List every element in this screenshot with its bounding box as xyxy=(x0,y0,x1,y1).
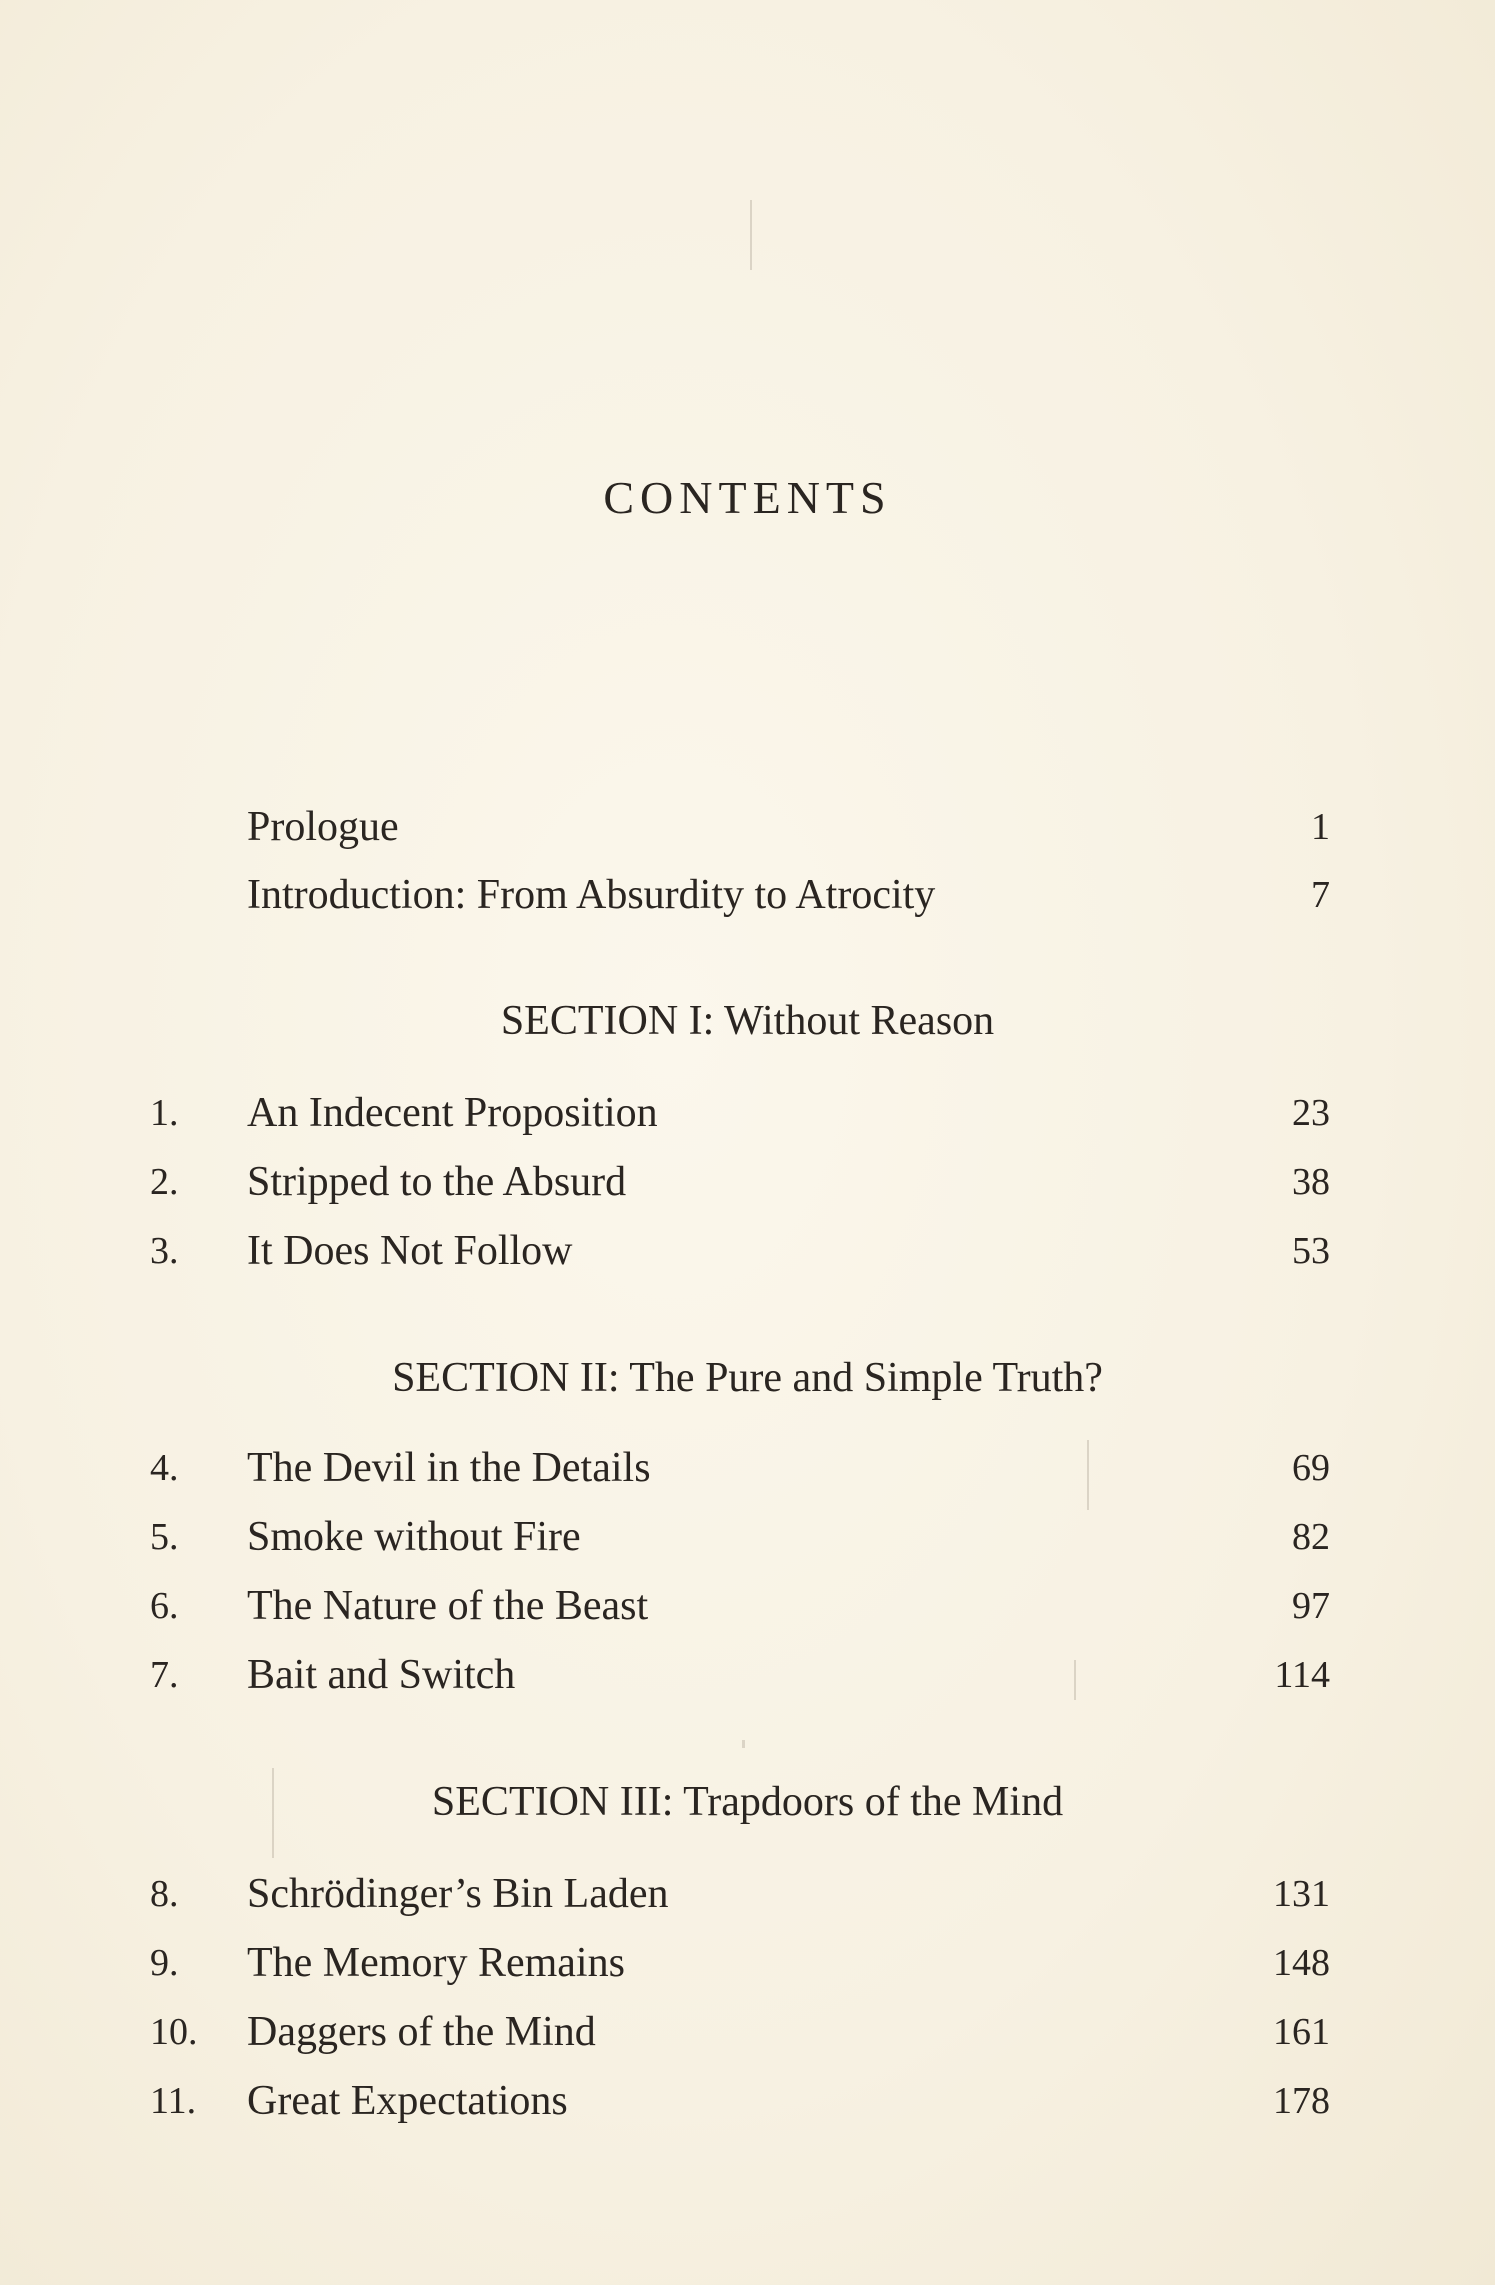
toc-chapter-10[interactable] xyxy=(150,2002,1330,2062)
chapter-title: The Memory Remains xyxy=(247,1940,625,1986)
toc-entry-prologue[interactable] xyxy=(150,797,1330,857)
chapter-page: 161 xyxy=(1273,2011,1330,2053)
chapter-page: 53 xyxy=(1292,1230,1330,1272)
chapter-number: 10. xyxy=(150,2011,198,2053)
chapter-page: 114 xyxy=(1274,1654,1330,1696)
chapter-number: 4. xyxy=(150,1447,179,1489)
toc-entry-introduction[interactable] xyxy=(150,865,1330,925)
toc-chapter-7[interactable] xyxy=(150,1645,1330,1705)
chapter-title: The Devil in the Details xyxy=(247,1445,651,1491)
section-heading-2: SECTION II: The Pure and Simple Truth? xyxy=(392,1355,1103,1401)
toc-chapter-6[interactable] xyxy=(150,1576,1330,1636)
section-heading-1: SECTION I: Without Reason xyxy=(500,998,995,1044)
chapter-page: 131 xyxy=(1273,1873,1330,1915)
chapter-number: 9. xyxy=(150,1942,179,1984)
toc-entry-page: 1 xyxy=(1311,806,1330,848)
chapter-title: Bait and Switch xyxy=(247,1652,516,1698)
contents-heading: CONTENTS xyxy=(603,472,892,523)
toc-chapter-9[interactable] xyxy=(150,1933,1330,1993)
toc-chapter-2[interactable] xyxy=(150,1152,1330,1212)
toc-chapter-8[interactable] xyxy=(150,1864,1330,1924)
chapter-page: 178 xyxy=(1273,2080,1330,2122)
toc-chapter-5[interactable] xyxy=(150,1507,1330,1567)
chapter-number: 1. xyxy=(150,1092,179,1134)
toc-chapter-4[interactable] xyxy=(150,1438,1330,1498)
chapter-number: 6. xyxy=(150,1585,179,1627)
chapter-page: 23 xyxy=(1292,1092,1330,1134)
chapter-page: 148 xyxy=(1273,1942,1330,1984)
toc-chapter-3[interactable] xyxy=(150,1221,1330,1281)
chapter-title: The Nature of the Beast xyxy=(247,1583,649,1629)
chapter-title: Schrödinger’s Bin Laden xyxy=(247,1871,669,1917)
chapter-page: 97 xyxy=(1292,1585,1330,1627)
chapter-title: Great Expectations xyxy=(247,2078,568,2124)
section-heading-3: SECTION III: Trapdoors of the Mind xyxy=(431,1779,1064,1825)
toc-entry-label: Introduction: From Absurdity to Atrocity xyxy=(247,872,936,918)
chapter-page: 38 xyxy=(1292,1161,1330,1203)
scan-mark xyxy=(742,1740,745,1748)
toc-chapter-1[interactable] xyxy=(150,1083,1330,1143)
chapter-title: It Does Not Follow xyxy=(247,1228,573,1274)
chapter-number: 11. xyxy=(150,2080,197,2122)
scan-mark xyxy=(750,200,752,270)
chapter-number: 3. xyxy=(150,1230,179,1272)
chapter-number: 7. xyxy=(150,1654,179,1696)
chapter-title: An Indecent Proposition xyxy=(247,1090,658,1136)
chapter-title: Stripped to the Absurd xyxy=(247,1159,627,1205)
chapter-number: 2. xyxy=(150,1161,179,1203)
chapter-page: 82 xyxy=(1292,1516,1330,1558)
chapter-page: 69 xyxy=(1292,1447,1330,1489)
toc-entry-page: 7 xyxy=(1311,874,1330,916)
chapter-number: 5. xyxy=(150,1516,179,1558)
toc-chapter-11[interactable] xyxy=(150,2071,1330,2131)
chapter-number: 8. xyxy=(150,1873,179,1915)
toc-entry-label: Prologue xyxy=(247,804,399,850)
chapter-title: Smoke without Fire xyxy=(247,1514,581,1560)
chapter-title: Daggers of the Mind xyxy=(247,2009,596,2055)
